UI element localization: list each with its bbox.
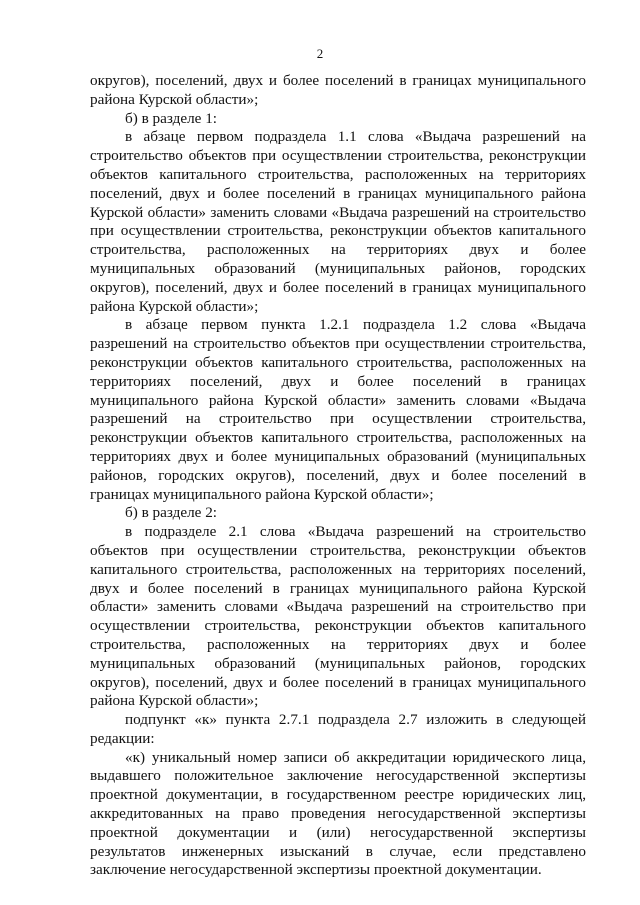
page-number: 2	[316, 46, 324, 61]
paragraph: округов), поселений, двух и более поселений в границах муниципального района Курской области»;	[90, 72, 586, 108]
paragraph: в абзаце первом подраздела 1.1 слова «Выдача разрешений на строительство объектов при осуществлении строительства, реконструкции объектов капитального строительства, расположенных на территориях поселений, двух и более поселений в границах муниципального района Курской области» заменить словами «Выдача разрешений на строительство при осуществлении строительства, реконструкции объектов капитального строительства, расположенных на территориях двух и более муниципальных образований (муниципальных районов, городских округов), поселений, двух и более поселений в границах муниципального района Курской области»;	[90, 128, 586, 315]
paragraph: «к) уникальный номер записи об аккредитации юридического лица, выдавшего положительное заключение негосударственной экспертизы проектной документации, в государственном реестре юридических лиц, аккредитованных на право проведения негосударственной экспертизы проектной документации и (или) негосударственной экспертизы результатов инженерных изысканий в случае, если представлено заключение негосударственной экспертизы проектной документации.	[90, 748, 586, 879]
paragraph: б) в разделе 2:	[125, 504, 218, 522]
paragraph: б) в разделе 1:	[125, 109, 218, 127]
document-body	[90, 72, 586, 880]
paragraph: в подразделе 2.1 слова «Выдача разрешений на строительство объектов при осуществлении строительства, реконструкции объектов капитального строительства, расположенных на территориях поселений, двух и более поселений в границах муниципального района Курской области» заменить словами «Выдача разрешений на строительство при осуществлении строительства, реконструкции объектов капитального строительства, расположенных на территориях двух и более муниципальных образований (муниципальных районов, городских округов), поселений, двух и более поселений в границах муниципального района Курской области»;	[90, 523, 586, 710]
paragraph: в абзаце первом пункта 1.2.1 подраздела 1.2 слова «Выдача разрешений на строительство объектов при осуществлении строительства, реконструкции объектов капитального строительства, расположенных на территориях поселений, двух и более поселений в границах муниципального района Курской области» заменить словами «Выдача разрешений на строительство при осуществлении строительства, реконструкции объектов капитального строительства, расположенных на территориях двух и более муниципальных образований (муниципальных районов, городских округов), поселений, двух и более поселений в границах муниципального района Курской области»;	[90, 316, 586, 503]
paragraph: подпункт «к» пункта 2.7.1 подраздела 2.7 изложить в следующей редакции:	[90, 711, 586, 747]
